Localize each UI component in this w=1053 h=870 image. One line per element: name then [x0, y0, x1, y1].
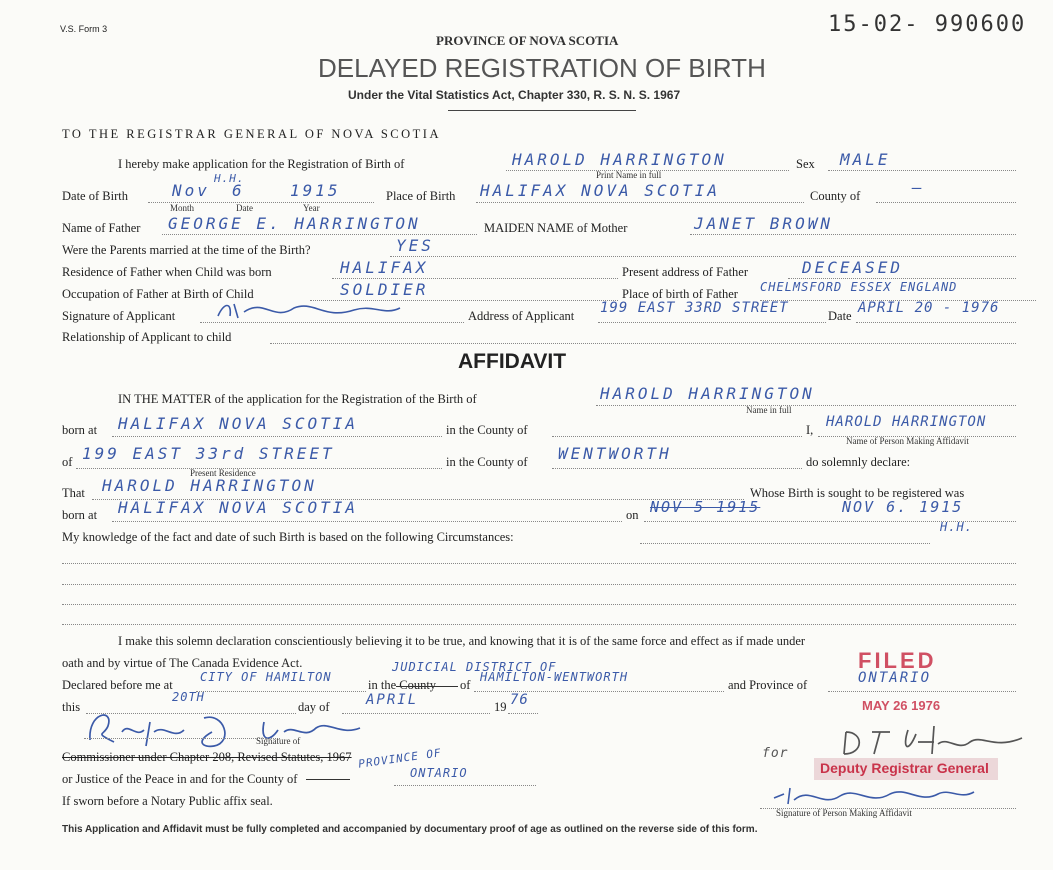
residence-aff-line: [76, 468, 442, 469]
married-value: YES: [396, 236, 434, 255]
born-at-value: HALIFAX NOVA SCOTIA: [118, 414, 359, 433]
solemn-text: I make this solemn declaration conscientiously believing it to be true, and knowing that it is of the same force and effect as if made under: [118, 634, 806, 648]
on-label: on: [626, 508, 639, 522]
father-value: GEORGE E. HARRINGTON: [168, 214, 421, 233]
sig-applicant-label: Signature of Applicant: [62, 309, 176, 323]
year-caption: Year: [303, 203, 320, 213]
that-label: That: [62, 486, 85, 500]
knowledge-line-5: [62, 624, 1016, 625]
year-value: 76: [510, 692, 529, 708]
residence-line: [332, 278, 618, 279]
affiant-caption: Name of Person Making Affidavit: [846, 436, 969, 446]
knowledge-line-1: [640, 543, 930, 544]
to-registrar: TO THE REGISTRAR GENERAL OF NOVA SCOTIA: [62, 127, 442, 141]
affiant-signature: [770, 782, 980, 810]
father-birthplace-label: Place of birth of Father: [622, 287, 738, 301]
form-number: V.S. Form 3: [60, 24, 108, 34]
mother-line: [690, 234, 1016, 235]
province-heading: PROVINCE OF NOVA SCOTIA: [436, 33, 619, 48]
app-date-line: [856, 322, 1016, 323]
address-applicant-line: [598, 322, 826, 323]
knowledge-line-2: [62, 563, 1016, 564]
commissioner-signature: [84, 702, 384, 750]
justice-county-value: ONTARIO: [410, 766, 468, 780]
and-province-label: and Province of: [728, 678, 808, 692]
notary-label: If sworn before a Notary Public affix seal.: [62, 794, 273, 808]
name-in-full-caption: Name in full: [746, 405, 792, 415]
relationship-line: [270, 343, 1016, 344]
father-line: [162, 234, 477, 235]
residence-value: HALIFAX: [340, 258, 429, 277]
father-birthplace-value: CHELMSFORD ESSEX ENGLAND: [760, 280, 958, 294]
judicial-value: JUDICIAL DISTRICT OF: [392, 660, 557, 674]
knowledge-line-3: [62, 584, 1016, 585]
app-date-label: Date: [828, 309, 852, 323]
sex-value: MALE: [840, 150, 891, 169]
commissioner-label: Commissioner under Chapter 208, Revised Statutes, 1967: [62, 750, 352, 764]
whose-birth-label: Whose Birth is sought to be registered was: [750, 486, 965, 500]
apply-label: I hereby make application for the Registration of Birth of: [118, 157, 405, 171]
maiden-label: MAIDEN NAME of Mother: [484, 221, 628, 235]
father-label: Name of Father: [62, 221, 141, 235]
affidavit-heading: AFFIDAVIT: [458, 350, 567, 373]
matter-label: IN THE MATTER of the application for the Registration of the Birth of: [118, 392, 477, 406]
dob-year-value: 1915: [290, 181, 341, 200]
declared-label: Declared before me at: [62, 678, 173, 692]
of2-label: of: [460, 678, 471, 692]
dob-label: Date of Birth: [62, 189, 128, 203]
child-name-value: HAROLD HARRINGTON: [512, 150, 727, 169]
declared-line: [196, 691, 366, 692]
married-line: [390, 256, 1016, 257]
place-birth-label: Place of Birth: [386, 189, 456, 203]
county-of-label-2: in the County of: [446, 455, 528, 469]
born-at-value-2: HALIFAX NOVA SCOTIA: [118, 498, 359, 517]
aff-residence-value: 199 EAST 33rd STREET: [82, 444, 335, 463]
app-date-value: APRIL 20 - 1976: [858, 300, 1000, 316]
day-of-label: day of: [298, 700, 330, 714]
present-address-label: Present address of Father: [622, 265, 749, 279]
dob-month-value: Nov: [172, 181, 210, 200]
month-caption: Month: [170, 203, 195, 213]
mother-value: JANET BROWN: [694, 214, 833, 233]
aff-county-line-2: [552, 468, 802, 469]
in-the-county-text: in the County: [368, 678, 437, 692]
commissioner-sig-line: [84, 738, 280, 739]
born-at-line: [112, 436, 442, 437]
province-value: ONTARIO: [858, 670, 932, 686]
day-value: 20TH: [172, 690, 205, 704]
on-initials: H.H.: [940, 520, 973, 534]
present-res-caption: Present Residence: [190, 468, 256, 478]
address-applicant-value: 199 EAST 33RD STREET: [600, 300, 789, 316]
for-text: for: [762, 746, 789, 761]
county-line: [876, 202, 1016, 203]
form-subtitle: Under the Vital Statistics Act, Chapter 330, R. S. N. S. 1967: [348, 88, 681, 102]
dob-day-value: 6: [232, 181, 245, 200]
residence-label: Residence of Father when Child was born: [62, 265, 272, 279]
married-label: Were the Parents married at the time of the Birth?: [62, 243, 311, 257]
county-label: County of: [810, 189, 861, 203]
born-at-label: born at: [62, 423, 98, 437]
province-line: [828, 691, 1016, 692]
on-date-value: NOV 6. 1915: [842, 498, 964, 516]
oath-text: oath and by virtue of The Canada Evidence Act.: [62, 656, 303, 670]
district-value: HAMILTON-WENTWORTH: [480, 670, 629, 684]
county-strikeout: [396, 686, 458, 687]
knowledge-line-4: [62, 604, 1016, 605]
registrar-signature: [838, 720, 1028, 762]
birth-of-value: HAROLD HARRINGTON: [600, 384, 815, 403]
place-birth-value: HALIFAX NOVA SCOTIA: [480, 181, 721, 200]
justice-line: [394, 785, 536, 786]
occupation-label: Occupation of Father at Birth of Child: [62, 287, 254, 301]
address-applicant-label: Address of Applicant: [468, 309, 575, 323]
title-rule: [448, 110, 636, 111]
prov-of-value: PROVINCE OF: [357, 746, 443, 771]
knowledge-label: My knowledge of the fact and date of such Birth is based on the following Circumstances:: [62, 530, 514, 544]
occupation-value: SOLDIER: [340, 280, 429, 299]
file-number: 15-02- 990600: [828, 12, 1027, 37]
on-struck-value: NOV 5 1915: [650, 498, 761, 516]
sex-label: Sex: [796, 157, 815, 171]
footer-note: This Application and Affidavit must be fully completed and accompanied by documentary proof of age as outlined on the reverse side of this form.: [62, 824, 758, 835]
sig-of-caption: Signature of: [256, 736, 301, 746]
this-label: this: [62, 700, 81, 714]
that-value: HAROLD HARRINGTON: [102, 476, 317, 495]
year-line: [508, 713, 538, 714]
applicant-signature: [214, 298, 404, 324]
sex-line: [828, 170, 1016, 171]
year-prefix: 19: [494, 700, 507, 714]
form-title: DELAYED REGISTRATION OF BIRTH: [318, 53, 766, 83]
present-address-value: DECEASED: [802, 258, 904, 277]
date-caption: Date: [236, 203, 253, 213]
print-name-caption: Print Name in full: [596, 170, 662, 180]
justice-county-strike: [306, 779, 350, 780]
filed-date-stamp: MAY 26 1976: [862, 698, 941, 713]
place-birth-line: [476, 202, 804, 203]
born-at-label-2: born at: [62, 508, 98, 522]
relationship-label: Relationship of Applicant to child: [62, 330, 232, 344]
aff-county-line: [552, 436, 802, 437]
month-value: APRIL: [366, 692, 419, 708]
declared-at-value: CITY OF HAMILTON: [200, 670, 332, 684]
county-of-label: in the County of: [446, 423, 528, 437]
born-at-line-2: [112, 521, 622, 522]
aff-county-value: WENTWORTH: [558, 444, 672, 463]
present-address-line: [788, 278, 1016, 279]
justice-label: or Justice of the Peace in and for the County of: [62, 772, 298, 786]
affiant-sig-caption: Signature of Person Making Affidavit: [776, 808, 912, 818]
county-value: —: [912, 178, 925, 197]
do-declare-label: do solemnly declare:: [806, 455, 911, 469]
i-label: I,: [806, 423, 814, 437]
filed-stamp: FILED: [858, 648, 937, 673]
deputy-registrar-stamp: Deputy Registrar General: [820, 760, 989, 776]
of-label: of: [62, 455, 73, 469]
birth-of-line: [596, 405, 1016, 406]
affiant-value: HAROLD HARRINGTON: [826, 414, 987, 430]
dob-initials: H.H.: [214, 172, 245, 185]
